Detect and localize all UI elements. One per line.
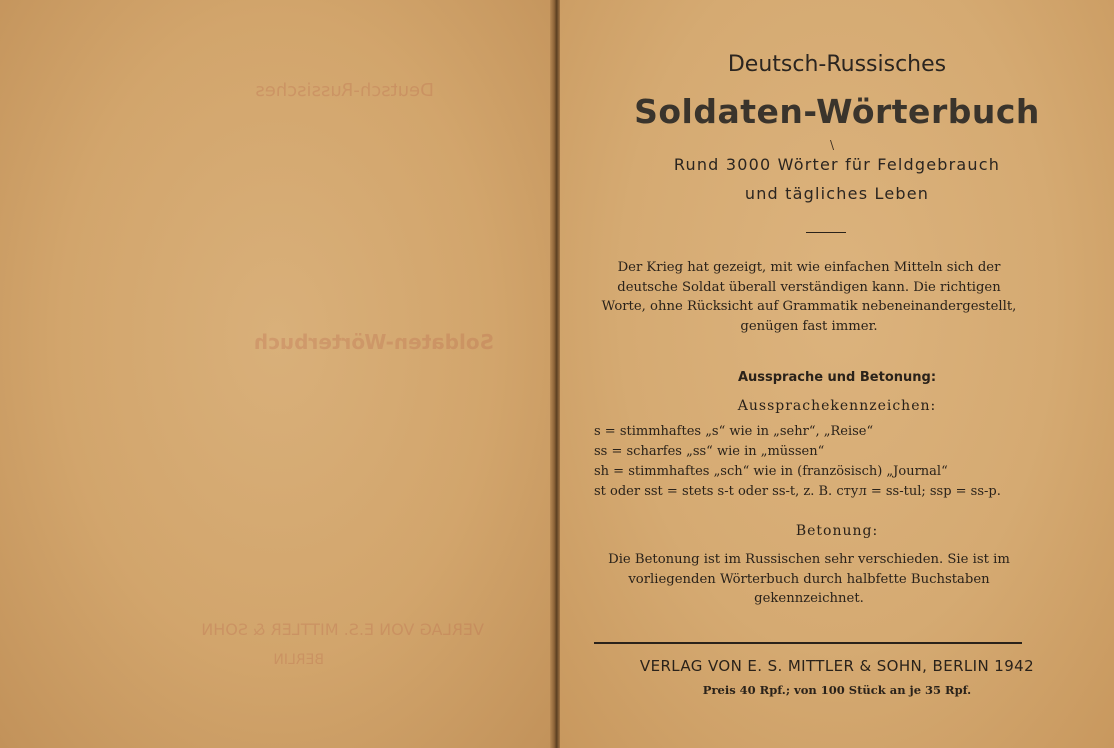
subtitle-line-2: und tägliches Leben [744, 184, 930, 203]
price-line: Preis 40 Rpf.; von 100 Stück an je 35 Rpf. [702, 683, 972, 697]
pronunciation-list [594, 422, 1034, 502]
separator-dash [806, 232, 846, 235]
publisher-line: VERLAG VON E. S. MITTLER & SOHN, BERLIN 1942 [639, 657, 1035, 675]
pronunciation-line: s = stimmhaftes „s“ wie in „sehr“, „Reise“ [594, 424, 874, 439]
title-line-1: Deutsch-Russisches [727, 52, 947, 77]
section-heading: Aussprache und Betonung: [737, 370, 937, 385]
intro-paragraph: Der Krieg hat gezeigt, mit wie einfachen Mitteln sich der deutsche Soldat überall verständigen kann. Die richtigen Worte, ohne Rücksicht auf Grammatik nebeneinandergestellt, genügen fast immer. [601, 260, 1017, 334]
bleed-line: Deutsch-Russisches [255, 80, 434, 101]
stress-heading: Betonung: [795, 523, 879, 539]
pronunciation-heading: Aussprachekennzeichen: [737, 398, 937, 414]
pronunciation-line: st oder sst = stets s-t oder ss-t, z. B. стул = ss-tul; ssp = ss-p. [594, 484, 1001, 499]
stress-paragraph: Die Betonung ist im Russischen sehr verschieden. Sie ist im vorliegenden Wörterbuch durch halbfette Buchstaben gekennzeichnet. [608, 552, 1010, 606]
left-page [0, 0, 554, 748]
bleed-line: VERLAG VON E.S. MITTLER & SOHN [201, 620, 484, 639]
publisher-rule [594, 642, 1022, 644]
bleed-line: Soldaten-Wörterbuch [253, 330, 494, 354]
pronunciation-line: sh = stimmhaftes „sch“ wie in (französisch) „Journal“ [594, 464, 948, 479]
bleed-line: BERLIN [273, 652, 324, 668]
title-line-2: Soldaten-Wörterbuch [634, 92, 1040, 131]
subtitle-line-1: Rund 3000 Wörter für Feldgebrauch [673, 155, 1001, 174]
bleed-through-text [0, 0, 554, 748]
stray-mark: \ [830, 138, 835, 152]
pronunciation-line: ss = scharfes „ss“ wie in „müssen“ [594, 444, 825, 459]
